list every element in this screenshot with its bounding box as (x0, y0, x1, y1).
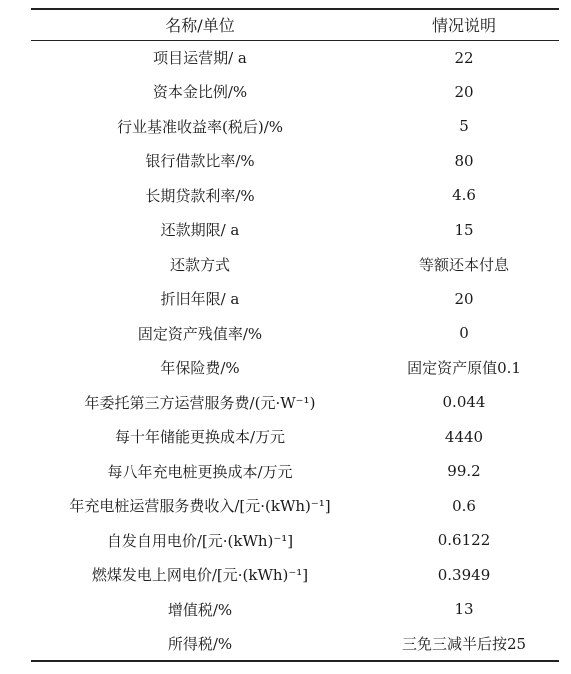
table-row (31, 454, 559, 489)
parameter-value-cell: 0.3949 (437, 565, 491, 584)
parameter-name-cell: 固定资产残值率/% (137, 324, 263, 343)
header-name-unit: 名称/单位 (31, 9, 369, 40)
parameter-name-cell: 项目运营期/ a (153, 49, 247, 67)
table-row (31, 523, 559, 558)
parameter-name-cell: 自发自用电价/[元·(kWh)⁻¹] (106, 531, 294, 550)
parameter-value-cell: 0.044 (442, 393, 486, 412)
parameter-value-cell: 80 (454, 151, 474, 170)
header-row (31, 9, 559, 40)
parameter-name-cell: 银行借款比率/% (145, 152, 255, 171)
parameter-value-cell: 99.2 (447, 462, 481, 481)
table-row (31, 592, 559, 627)
table-row (31, 385, 559, 420)
table-row (31, 420, 559, 455)
table-header (31, 9, 559, 40)
parameter-name-cell: 燃煤发电上网电价/[元·(kWh)⁻¹] (91, 566, 309, 585)
parameter-value-cell: 4.6 (452, 186, 476, 205)
parameter-name-cell: 所得税/% (31, 627, 369, 662)
parameter-name-cell: 每十年储能更换成本/万元 (114, 428, 286, 447)
parameter-value-cell: 4440 (444, 427, 484, 446)
parameter-value-cell: 22 (454, 48, 474, 67)
table-row (31, 75, 559, 110)
parameter-value-cell: 20 (454, 289, 474, 308)
parameter-value-cell: 固定资产原值0.1 (407, 359, 521, 378)
parameter-value-cell: 0.6 (452, 496, 476, 515)
table-row (31, 351, 559, 386)
table-row (31, 247, 559, 282)
table-row (31, 558, 559, 593)
parameter-value-cell: 15 (454, 220, 474, 239)
parameter-name-cell: 每八年充电桩更换成本/万元 (107, 462, 293, 481)
table-row (31, 282, 559, 317)
parameter-name-cell: 增值税/% (167, 600, 233, 619)
parameter-value-cell: 0 (459, 324, 469, 343)
parameter-value-cell: 5 (459, 117, 469, 136)
parameter-name-cell: 资本金比例/% (152, 83, 248, 102)
parameter-value-cell: 三免三减半后按25 (369, 627, 559, 662)
parameter-name-cell: 年充电桩运营服务费收入/[元·(kWh)⁻¹] (69, 497, 331, 516)
table-row (31, 316, 559, 351)
table-row (31, 178, 559, 213)
table-row (31, 213, 559, 248)
parameter-name-cell: 行业基准收益率(税后)/% (116, 117, 283, 136)
table-row (31, 627, 559, 662)
parameter-value-cell: 20 (454, 82, 474, 101)
parameter-value-cell: 13 (454, 600, 474, 619)
parameter-name-cell: 年保险费/% (160, 359, 240, 378)
table-body (31, 40, 559, 661)
table-row (31, 489, 559, 524)
header-description: 情况说明 (369, 9, 559, 40)
parameter-value-cell: 0.6122 (437, 531, 491, 550)
parameter-name-cell: 折旧年限/ a (160, 290, 240, 309)
parameter-name-cell: 年委托第三方运营服务费/(元·W⁻¹) (84, 393, 316, 412)
parameter-name-cell: 还款方式 (169, 255, 230, 274)
table-row (31, 144, 559, 179)
parameter-name-cell: 还款期限/ a (160, 221, 240, 240)
parameter-name-cell: 长期贷款利率/% (145, 186, 255, 205)
parameter-table (31, 8, 559, 662)
table-row (31, 40, 559, 75)
table-row (31, 109, 559, 144)
parameter-value-cell: 等额还本付息 (418, 255, 509, 274)
